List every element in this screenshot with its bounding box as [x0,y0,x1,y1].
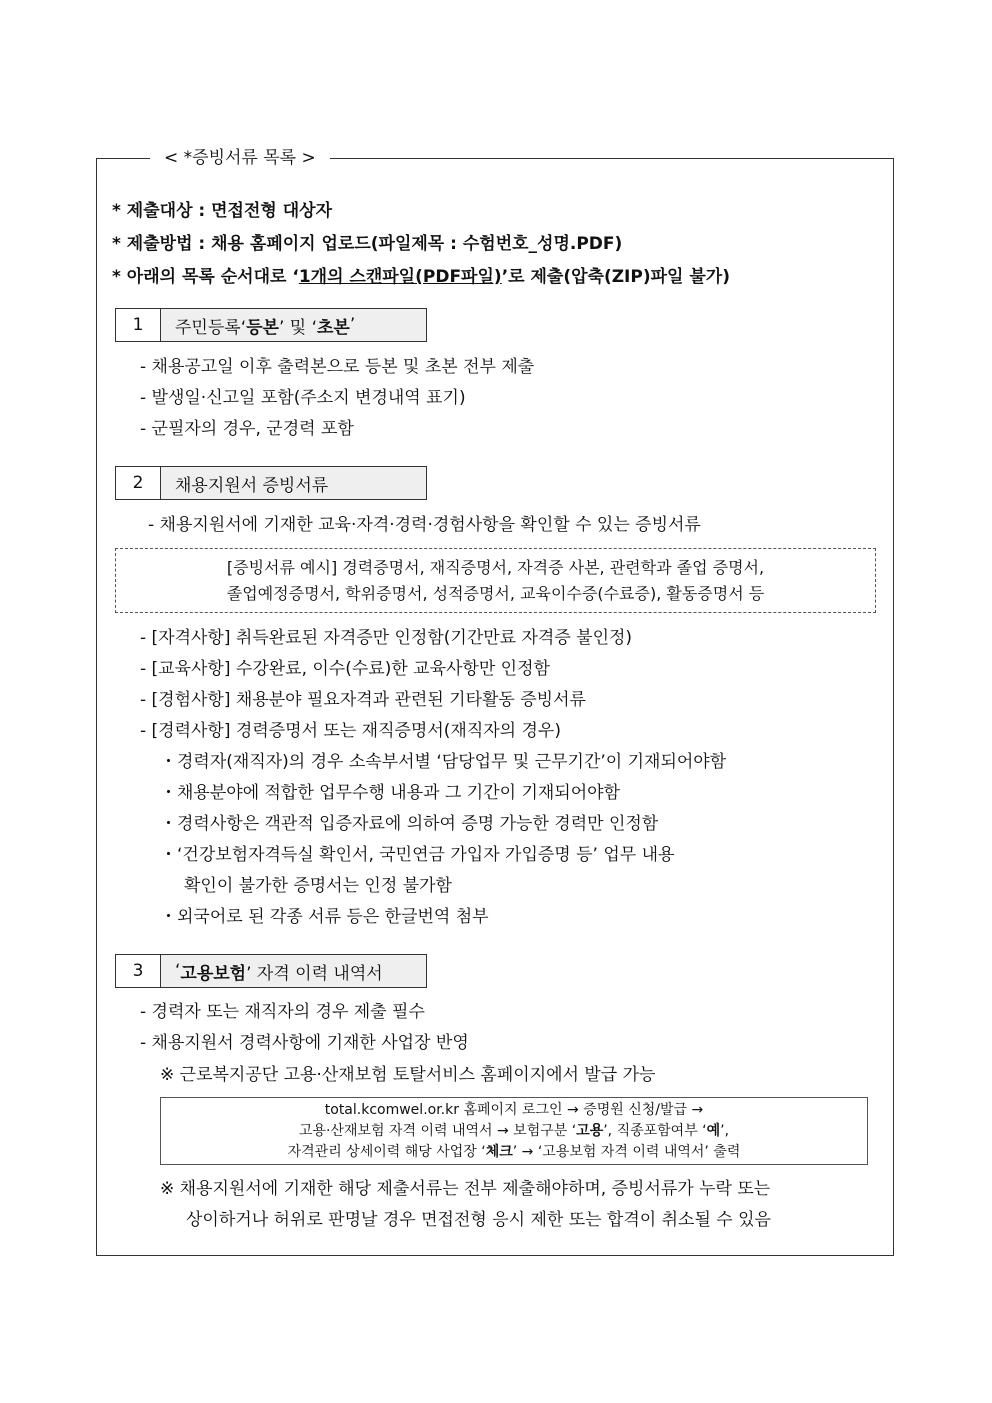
note-item: ※ 근로복지공단 고용·산재보험 토탈서비스 홈페이지에서 발급 가능 [160,1065,656,1085]
note-item-continued: 상이하거나 허위로 판명날 경우 면접전형 응시 제한 또는 합격이 취소될 수 있음 [186,1210,771,1230]
instruction-line: 고용·산재보험 자격 이력 내역서 → 보험구분 ‘고용’, 직종포함여부 ‘예’, [298,1123,730,1139]
bullet-item: ・외국어로 된 각종 서류 등은 한글번역 첨부 [160,907,489,927]
section-2-header [115,466,427,500]
requirement-target: * 제출대상 : 면접전형 대상자 [112,201,333,221]
requirement-order: * 아래의 목록 순서대로 ‘1개의 스캔파일(PDF파일)’로 제출(압축(ZIP)파일 불가) [112,267,730,287]
instruction-line: 자격관리 상세이력 해당 사업장 ‘체크’ → ‘고용보험 자격 이력 내역서’ 출력 [287,1144,741,1160]
section-title: 채용지원서 증빙서류 [161,467,426,499]
bullet-item-continued: 확인이 불가한 증명서는 인정 불가함 [184,876,452,896]
list-item: - [경험사항] 채용분야 필요자격과 관련된 기타활동 증빙서류 [140,690,586,710]
section-title: 주민등록‘ 등본 ’ 및 ‘ 초본 ’ [161,309,426,341]
list-item: - 채용지원서에 기재한 교육·자격·경력·경험사항을 확인할 수 있는 증빙서류 [148,515,701,535]
list-item: - 발생일·신고일 포함(주소지 변경내역 표기) [140,388,466,408]
section-number: 3 [116,955,161,987]
example-box [115,548,876,613]
scan-file-underlined: 1개의 스캔파일(PDF파일) [298,267,502,287]
example-line: [증빙서류 예시] 경력증명서, 재직증명서, 자격증 사본, 관련학과 졸업 증명서, [226,558,765,577]
note-item: ※ 채용지원서에 기재한 해당 제출서류는 전부 제출해야하며, 증빙서류가 누락 또는 [160,1179,771,1199]
bullet-item: ・‘건강보험자격득실 확인서, 국민연금 가입자 가입증명 등’ 업무 내용 [160,845,675,865]
requirement-method: * 제출방법 : 채용 홈페이지 업로드(파일제목 : 수험번호_성명.PDF) [112,234,623,254]
instruction-box [160,1097,868,1165]
section-number: 1 [116,309,161,341]
section-title: ‘ 고용보험 ’ 자격 이력 내역서 [161,955,426,987]
section-number: 2 [116,467,161,499]
list-item: - [경력사항] 경력증명서 또는 재직증명서(재직자의 경우) [140,721,561,741]
list-item: - [교육사항] 수강완료, 이수(수료)한 교육사항만 인정함 [140,659,550,679]
bullet-item: ・경력자(재직자)의 경우 소속부서별 ‘담당업무 및 근무기간’이 기재되어야함 [160,752,727,772]
list-item: - [자격사항] 취득완료된 자격증만 인정함(기간만료 자격증 불인정) [140,628,633,648]
list-item: - 채용지원서 경력사항에 기재한 사업장 반영 [140,1033,469,1053]
bullet-item: ・채용분야에 적합한 업무수행 내용과 그 기간이 기재되어야함 [160,783,620,803]
example-line: 졸업예정증명서, 학위증명서, 성적증명서, 교육이수증(수료증), 활동증명서 등 [226,584,765,603]
bullet-item: ・경력사항은 객관적 입증자료에 의하여 증명 가능한 경력만 인정함 [160,814,659,834]
section-3-header [115,954,427,988]
section-1-header [115,308,427,342]
list-item: - 경력자 또는 재직자의 경우 제출 필수 [140,1002,425,1022]
list-item: - 군필자의 경우, 군경력 포함 [140,419,354,439]
list-title: < *증빙서류 목록 > [150,146,330,170]
list-item: - 채용공고일 이후 출력본으로 등본 및 초본 전부 제출 [140,357,535,377]
instruction-line: total.kcomwel.or.kr 홈페이지 로그인 → 증명원 신청/발급 → [324,1102,704,1118]
